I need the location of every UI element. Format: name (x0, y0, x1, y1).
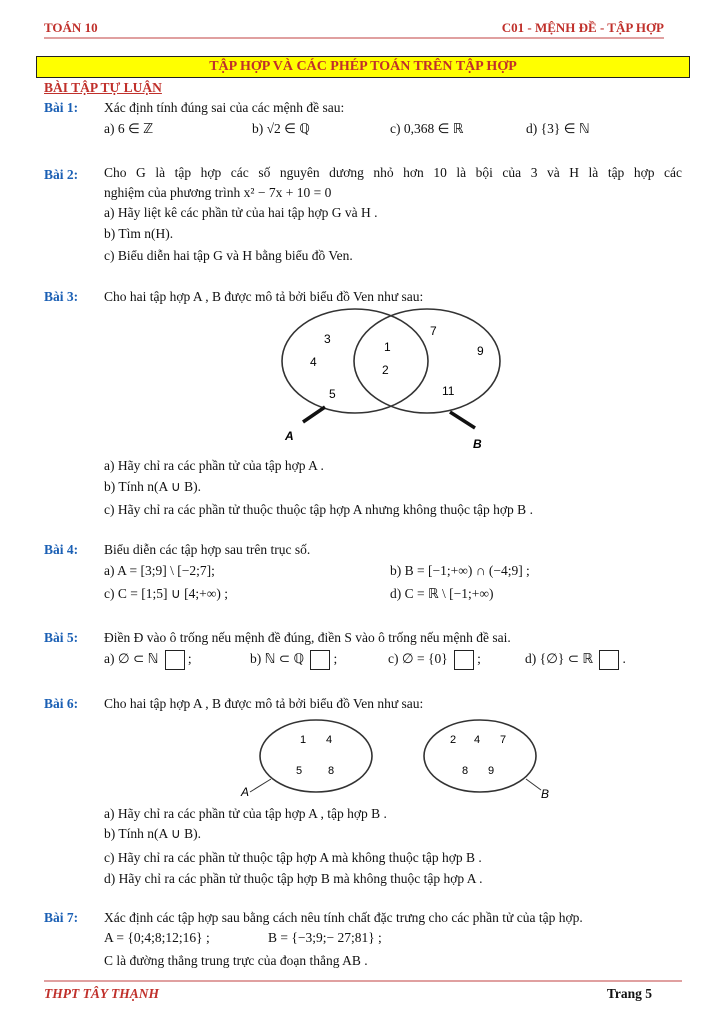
venn1-label-b: B (473, 437, 482, 451)
exercise-7-c: C là đường thẳng trung trực của đoạn thẳng AB . (104, 953, 368, 968)
exercise-5-a (104, 650, 192, 670)
exercise-3-stem: Cho hai tập hợp A , B được mô tả bởi biểu đồ Ven như sau: (104, 289, 424, 304)
exercise-4-stem: Biểu diễn các tập hợp sau trên trục số. (104, 542, 311, 557)
exercise-3-b: b) Tính n(A ∪ B). (104, 479, 202, 494)
exercise-7-stem: Xác định các tập hợp sau bằng cách nêu tính chất đặc trưng cho các phần tử của tập hợp. (104, 910, 583, 925)
separator: ; (187, 651, 192, 667)
exercise-1-stem: Xác định tính đúng sai của các mệnh đề sau: (104, 100, 345, 115)
venn2-label-b: B (541, 787, 550, 801)
exercise-2-c: c) Biểu diễn hai tập G và H bằng biểu đồ Ven. (104, 248, 353, 263)
exercise-6-c: c) Hãy chỉ ra các phần tử thuộc tập hợp A mà không thuộc tập hợp B . (104, 850, 482, 865)
exercise-1-label: Bài 1: (44, 100, 79, 115)
venn2-item: 4 (474, 734, 481, 746)
exercise-5-stem: Điền Đ vào ô trống nếu mệnh đề đúng, điền S vào ô trống nếu mệnh đề sai. (104, 630, 511, 645)
exercise-2-label: Bài 2: (44, 167, 79, 182)
venn1-item: 2 (382, 363, 389, 377)
exercise-6-label: Bài 6: (44, 696, 79, 711)
venn1-item: 11 (442, 384, 455, 398)
venn1-item: 5 (329, 387, 336, 401)
venn1-label-a: A (285, 429, 294, 443)
exercise-6-b: b) Tính n(A ∪ B). (104, 826, 202, 841)
exercise-1-d: d) {3} ∈ ℕ (526, 121, 590, 136)
exercise-4-d: d) C = ℝ \ [−1;+∞) (390, 586, 494, 601)
footer-divider (44, 980, 682, 982)
page-header (44, 20, 664, 38)
footer-page-number: Trang 5 (606, 986, 652, 1001)
exercise-1-b: b) √2 ∈ ℚ (252, 121, 310, 136)
venn2-item: 1 (300, 734, 307, 746)
venn2-item: 8 (462, 765, 469, 777)
venn2-label-a: A (241, 785, 250, 799)
section-title: BÀI TẬP TỰ LUẬN (44, 80, 162, 95)
exercise-5-b-text: b) ℕ ⊂ ℚ (250, 651, 305, 667)
exercise-3-c: c) Hãy chỉ ra các phần tử thuộc thuộc tập hợp A nhưng không thuộc tập hợp B . (104, 502, 533, 517)
exercise-4-a: a) A = [3;9] \ [−2;7]; (104, 563, 215, 578)
page-banner: TẬP HỢP VÀ CÁC PHÉP TOÁN TRÊN TẬP HỢP (36, 56, 690, 78)
exercise-5-label: Bài 5: (44, 630, 79, 645)
exercise-5-a-text: a) ∅ ⊂ ℕ (104, 651, 159, 667)
answer-box-c[interactable] (454, 650, 474, 670)
exercise-4-b: b) B = [−1;+∞) ∩ (−4;9] ; (390, 563, 530, 578)
exercise-2-line1: Cho G là tập hợp các số nguyên dương nhỏ hơn 10 là bội của 3 và H là tập hợp các (104, 165, 682, 180)
separator: ; (333, 651, 338, 667)
exercise-5-c-text: c) ∅ = {0} (388, 651, 448, 667)
venn1-item: 4 (310, 355, 317, 369)
venn1-item: 7 (430, 324, 437, 338)
venn2-item: 8 (328, 765, 335, 777)
venn-diagram-2 (236, 716, 556, 802)
answer-box-b[interactable] (310, 650, 330, 670)
answer-box-d[interactable] (599, 650, 619, 670)
exercise-3-label: Bài 3: (44, 289, 79, 304)
exercise-4-c: c) C = [1;5] ∪ [4;+∞) ; (104, 586, 228, 601)
exercise-6-stem: Cho hai tập hợp A , B được mô tả bởi biểu đồ Ven như sau: (104, 696, 424, 711)
footer-school: THPT TÂY THẠNH (44, 986, 159, 1001)
exercise-5-b (250, 650, 337, 670)
venn2-item: 5 (296, 765, 303, 777)
header-subject: TOÁN 10 (44, 20, 98, 35)
venn2-item: 2 (450, 734, 457, 746)
exercise-7-a: A = {0;4;8;12;16} ; (104, 930, 210, 945)
venn2-item: 9 (488, 765, 495, 777)
exercise-3-a: a) Hãy chỉ ra các phần tử của tập hợp A . (104, 458, 324, 473)
venn1-item: 1 (384, 340, 391, 354)
exercise-4-label: Bài 4: (44, 542, 79, 557)
header-divider (44, 37, 664, 39)
answer-box-a[interactable] (165, 650, 185, 670)
exercise-5-d-text: d) {∅} ⊂ ℝ (525, 651, 594, 667)
exercise-2-line2: nghiệm của phương trình x² − 7x + 10 = 0 (104, 185, 332, 200)
venn2-item: 4 (326, 734, 333, 746)
separator: ; (477, 651, 481, 667)
venn1-item: 9 (477, 344, 484, 358)
header-chapter: C01 - MỆNH ĐỀ - TẬP HỢP (501, 20, 664, 35)
period: . (622, 651, 626, 667)
exercise-5-c (388, 650, 481, 670)
exercise-6-a: a) Hãy chỉ ra các phần tử của tập hợp A , tập hợp B . (104, 806, 387, 821)
venn2-item: 7 (500, 734, 507, 746)
exercise-1-a: a) 6 ∈ ℤ (104, 121, 154, 136)
exercise-2-b: b) Tìm n(H). (104, 226, 174, 241)
exercise-6-d: d) Hãy chỉ ra các phần tử thuộc tập hợp B mà không thuộc tập hợp A . (104, 871, 483, 886)
exercise-7-b: B = {−3;9;− 27;81} ; (268, 930, 382, 945)
exercise-7-label: Bài 7: (44, 910, 79, 925)
venn1-item: 3 (324, 332, 331, 346)
exercise-1-c: c) 0,368 ∈ ℝ (390, 121, 464, 136)
exercise-2-a: a) Hãy liệt kê các phần tử của hai tập hợp G và H . (104, 205, 378, 220)
exercise-5-d (525, 650, 626, 670)
venn-diagram-1 (270, 306, 520, 456)
